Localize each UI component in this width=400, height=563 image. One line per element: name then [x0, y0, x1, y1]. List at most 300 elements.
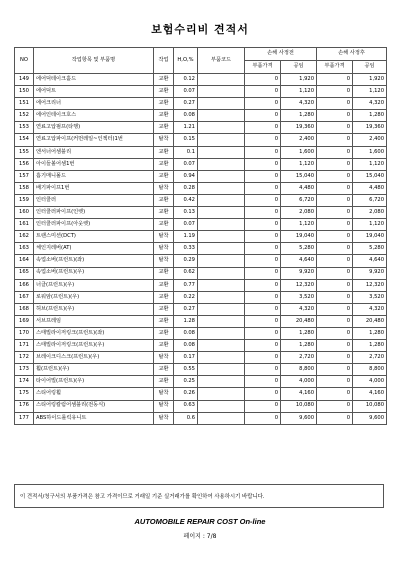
row-part-price-before: 0: [245, 86, 281, 98]
row-hours: 0.07: [174, 86, 198, 98]
row-labor-after: 20,480: [353, 315, 387, 327]
row-part-price-before: 0: [245, 194, 281, 206]
row-no: 177: [15, 412, 34, 424]
row-part-price-after: 0: [317, 364, 353, 376]
row-part-code: [198, 279, 245, 291]
row-hours: 0.27: [174, 98, 198, 110]
row-part-price-before: 0: [245, 315, 281, 327]
row-no: 167: [15, 291, 34, 303]
row-part-price-after: 0: [317, 231, 353, 243]
table-row: [15, 327, 387, 339]
row-work: 교환: [154, 364, 174, 376]
table-row: [15, 315, 387, 327]
row-labor-before: 12,320: [281, 279, 317, 291]
row-part-code: [198, 243, 245, 255]
row-labor-before: 4,480: [281, 182, 317, 194]
row-hours: 0.42: [174, 194, 198, 206]
row-labor-after: 10,080: [353, 400, 387, 412]
row-labor-after: 5,280: [353, 243, 387, 255]
row-labor-before: 1,600: [281, 146, 317, 158]
row-part-code: [198, 194, 245, 206]
row-no: 164: [15, 255, 34, 267]
row-item-name: 너클(프런트)(우): [34, 279, 154, 291]
row-part-code: [198, 122, 245, 134]
row-work: 탈착: [154, 243, 174, 255]
row-labor-after: 4,320: [353, 98, 387, 110]
row-part-price-before: 0: [245, 267, 281, 279]
row-labor-before: 1,120: [281, 86, 317, 98]
row-part-code: [198, 376, 245, 388]
header-no: NO: [15, 48, 34, 74]
row-item-name: 휠(프런트)(우): [34, 364, 154, 376]
table-row: [15, 98, 387, 110]
row-labor-before: 2,720: [281, 352, 317, 364]
row-part-price-after: 0: [317, 158, 353, 170]
row-work: 교환: [154, 315, 174, 327]
row-labor-after: 1,120: [353, 219, 387, 231]
row-part-price-after: 0: [317, 122, 353, 134]
row-item-name: 속업소버(프런트)(우): [34, 267, 154, 279]
row-labor-before: 1,120: [281, 158, 317, 170]
row-labor-after: 9,600: [353, 412, 387, 424]
row-item-name: 에어덕트: [34, 86, 154, 98]
row-work: 교환: [154, 340, 174, 352]
row-labor-before: 15,040: [281, 170, 317, 182]
table-row: [15, 340, 387, 352]
row-work: 교환: [154, 207, 174, 219]
table-row: [15, 255, 387, 267]
row-part-price-after: 0: [317, 267, 353, 279]
row-part-price-before: 0: [245, 291, 281, 303]
row-hours: 0.28: [174, 182, 198, 194]
row-work: 교환: [154, 376, 174, 388]
row-labor-before: 5,280: [281, 243, 317, 255]
row-part-price-before: 0: [245, 231, 281, 243]
row-hours: 0.13: [174, 207, 198, 219]
row-labor-after: 1,280: [353, 110, 387, 122]
row-part-price-before: 0: [245, 243, 281, 255]
table-row: [15, 122, 387, 134]
row-item-name: 인터쿨러파이프(인렛): [34, 207, 154, 219]
header-work: 작업: [154, 48, 174, 74]
row-item-name: 배기파이프1번: [34, 182, 154, 194]
row-labor-after: 4,640: [353, 255, 387, 267]
row-part-code: [198, 352, 245, 364]
row-part-code: [198, 182, 245, 194]
row-work: 교환: [154, 110, 174, 122]
row-work: 탈착: [154, 400, 174, 412]
row-labor-after: 2,400: [353, 134, 387, 146]
header-part-price-after: 부품가격: [317, 61, 353, 74]
row-work: 교환: [154, 86, 174, 98]
row-no: 149: [15, 74, 34, 86]
row-hours: 0.77: [174, 279, 198, 291]
table-row: [15, 279, 387, 291]
row-hours: 0.62: [174, 267, 198, 279]
table-row: [15, 388, 387, 400]
row-item-name: 연료고압펌프(타행): [34, 122, 154, 134]
row-work: 교환: [154, 327, 174, 339]
header-row-1: [15, 48, 387, 61]
row-part-price-after: 0: [317, 170, 353, 182]
row-item-name: 스티어링칼럼어셈블리(전동식): [34, 400, 154, 412]
row-part-price-after: 0: [317, 340, 353, 352]
row-part-price-before: 0: [245, 98, 281, 110]
row-labor-before: 9,920: [281, 267, 317, 279]
row-part-price-after: 0: [317, 86, 353, 98]
row-part-price-before: 0: [245, 303, 281, 315]
row-labor-after: 1,600: [353, 146, 387, 158]
row-hours: 0.17: [174, 352, 198, 364]
row-work: 탈착: [154, 134, 174, 146]
row-part-price-before: 0: [245, 170, 281, 182]
table-row: [15, 170, 387, 182]
row-no: 159: [15, 194, 34, 206]
row-hours: 1.19: [174, 231, 198, 243]
row-work: 교환: [154, 158, 174, 170]
row-part-price-after: 0: [317, 315, 353, 327]
row-work: 교환: [154, 291, 174, 303]
row-labor-after: 19,360: [353, 122, 387, 134]
row-work: 교환: [154, 98, 174, 110]
table-row: [15, 243, 387, 255]
row-part-price-before: 0: [245, 412, 281, 424]
header-item: 작업항목 및 부품명: [34, 48, 154, 74]
table-row: [15, 291, 387, 303]
row-part-price-before: 0: [245, 255, 281, 267]
row-no: 170: [15, 327, 34, 339]
row-work: 교환: [154, 279, 174, 291]
row-part-price-before: 0: [245, 122, 281, 134]
row-labor-before: 4,160: [281, 388, 317, 400]
row-no: 155: [15, 146, 34, 158]
table-row: [15, 400, 387, 412]
row-hours: 0.15: [174, 134, 198, 146]
table-row: [15, 376, 387, 388]
row-work: 탈착: [154, 231, 174, 243]
row-part-price-after: 0: [317, 412, 353, 424]
row-part-code: [198, 400, 245, 412]
row-labor-before: 20,480: [281, 315, 317, 327]
row-part-price-before: 0: [245, 182, 281, 194]
row-labor-after: 1,920: [353, 74, 387, 86]
row-part-code: [198, 291, 245, 303]
row-part-price-after: 0: [317, 134, 353, 146]
row-part-code: [198, 146, 245, 158]
row-no: 150: [15, 86, 34, 98]
row-part-code: [198, 134, 245, 146]
row-hours: 0.08: [174, 110, 198, 122]
row-work: 탈착: [154, 412, 174, 424]
row-part-price-before: 0: [245, 352, 281, 364]
row-labor-before: 1,120: [281, 219, 317, 231]
row-hours: 0.22: [174, 291, 198, 303]
row-item-name: 브레이크디스크(프런트)(우): [34, 352, 154, 364]
row-no: 160: [15, 207, 34, 219]
row-work: 교환: [154, 74, 174, 86]
table-row: [15, 134, 387, 146]
row-labor-after: 15,040: [353, 170, 387, 182]
row-hours: 0.94: [174, 170, 198, 182]
row-hours: 0.26: [174, 388, 198, 400]
row-part-price-after: 0: [317, 279, 353, 291]
row-part-code: [198, 388, 245, 400]
row-labor-before: 1,280: [281, 327, 317, 339]
header-after-loss: 손해 사정후: [317, 48, 387, 61]
row-hours: 0.33: [174, 243, 198, 255]
table-row: [15, 158, 387, 170]
table-row: [15, 352, 387, 364]
row-part-price-after: 0: [317, 303, 353, 315]
table-row: [15, 86, 387, 98]
row-part-code: [198, 255, 245, 267]
row-no: 163: [15, 243, 34, 255]
row-work: 교환: [154, 267, 174, 279]
row-part-price-before: 0: [245, 376, 281, 388]
table-row: [15, 207, 387, 219]
row-item-name: 인터쿨러파이프(아웃렛): [34, 219, 154, 231]
row-no: 175: [15, 388, 34, 400]
row-no: 174: [15, 376, 34, 388]
row-item-name: 허브(프런트)(우): [34, 303, 154, 315]
row-labor-after: 4,000: [353, 376, 387, 388]
row-part-price-after: 0: [317, 74, 353, 86]
row-labor-after: 9,920: [353, 267, 387, 279]
row-no: 172: [15, 352, 34, 364]
row-labor-after: 2,080: [353, 207, 387, 219]
row-labor-before: 4,000: [281, 376, 317, 388]
row-labor-before: 3,520: [281, 291, 317, 303]
row-hours: 0.63: [174, 400, 198, 412]
row-part-price-after: 0: [317, 255, 353, 267]
row-part-price-after: 0: [317, 98, 353, 110]
row-no: 166: [15, 279, 34, 291]
row-hours: 0.25: [174, 376, 198, 388]
row-part-code: [198, 110, 245, 122]
table-row: [15, 303, 387, 315]
table-row: [15, 231, 387, 243]
row-hours: 0.55: [174, 364, 198, 376]
table-row: [15, 194, 387, 206]
row-item-name: 에어크리너: [34, 98, 154, 110]
header-hours: H,O,%: [174, 48, 198, 74]
row-item-name: 에어덕테이크홀드: [34, 74, 154, 86]
row-work: 교환: [154, 146, 174, 158]
row-labor-after: 1,120: [353, 86, 387, 98]
row-part-code: [198, 267, 245, 279]
row-work: 교환: [154, 303, 174, 315]
row-part-price-before: 0: [245, 207, 281, 219]
row-no: 168: [15, 303, 34, 315]
row-item-name: ABS하이드롤릭유니트: [34, 412, 154, 424]
row-labor-before: 2,080: [281, 207, 317, 219]
row-labor-after: 4,320: [353, 303, 387, 315]
table-row: [15, 364, 387, 376]
row-part-price-after: 0: [317, 194, 353, 206]
row-labor-before: 6,720: [281, 194, 317, 206]
row-work: 교환: [154, 194, 174, 206]
row-part-price-after: 0: [317, 376, 353, 388]
row-item-name: 로워암(프런트)(우): [34, 291, 154, 303]
row-item-name: 스태빌라이저링크(프런트)(우): [34, 340, 154, 352]
row-part-price-before: 0: [245, 327, 281, 339]
row-no: 158: [15, 182, 34, 194]
row-labor-after: 1,280: [353, 327, 387, 339]
header-part-price-before: 부품가격: [245, 61, 281, 74]
table-row: [15, 146, 387, 158]
row-work: 탈착: [154, 182, 174, 194]
row-hours: 1.28: [174, 315, 198, 327]
row-no: 176: [15, 400, 34, 412]
row-hours: 0.12: [174, 74, 198, 86]
row-part-code: [198, 364, 245, 376]
row-part-price-after: 0: [317, 146, 353, 158]
row-part-price-before: 0: [245, 279, 281, 291]
row-item-name: 체인지레버(AT): [34, 243, 154, 255]
row-part-code: [198, 315, 245, 327]
header-labor-after: 공임: [353, 61, 387, 74]
document-title: 보험수리비 견적서: [151, 23, 249, 36]
estimate-rows: [15, 74, 387, 425]
row-no: 153: [15, 122, 34, 134]
row-work: 교환: [154, 170, 174, 182]
row-labor-before: 1,280: [281, 340, 317, 352]
row-work: 탈착: [154, 352, 174, 364]
row-part-price-before: 0: [245, 134, 281, 146]
row-part-price-before: 0: [245, 364, 281, 376]
row-labor-after: 1,280: [353, 340, 387, 352]
row-part-code: [198, 207, 245, 219]
row-part-code: [198, 86, 245, 98]
row-no: 157: [15, 170, 34, 182]
row-part-code: [198, 340, 245, 352]
row-no: 173: [15, 364, 34, 376]
header-part-code: 부품코드: [198, 48, 245, 74]
row-labor-before: 4,320: [281, 303, 317, 315]
row-no: 171: [15, 340, 34, 352]
row-part-price-before: 0: [245, 340, 281, 352]
table-row: [15, 412, 387, 424]
row-part-code: [198, 303, 245, 315]
row-labor-before: 19,040: [281, 231, 317, 243]
estimate-table: [14, 47, 387, 425]
row-item-name: 엔서너어셈블리: [34, 146, 154, 158]
row-hours: 0.08: [174, 327, 198, 339]
row-part-price-before: 0: [245, 110, 281, 122]
table-row: [15, 110, 387, 122]
row-no: 165: [15, 267, 34, 279]
row-hours: 0.07: [174, 219, 198, 231]
table-row: [15, 74, 387, 86]
table-row: [15, 267, 387, 279]
row-labor-before: 4,640: [281, 255, 317, 267]
row-labor-after: 4,480: [353, 182, 387, 194]
row-part-code: [198, 219, 245, 231]
table-row: [15, 219, 387, 231]
row-item-name: 인터쿨러: [34, 194, 154, 206]
row-labor-after: 2,720: [353, 352, 387, 364]
row-labor-before: 1,920: [281, 74, 317, 86]
row-no: 156: [15, 158, 34, 170]
row-part-price-before: 0: [245, 219, 281, 231]
row-item-name: 타이어빌(프런트)(우): [34, 376, 154, 388]
row-labor-before: 2,400: [281, 134, 317, 146]
row-hours: 1.21: [174, 122, 198, 134]
row-part-price-after: 0: [317, 291, 353, 303]
row-no: 154: [15, 134, 34, 146]
row-part-price-before: 0: [245, 74, 281, 86]
row-no: 152: [15, 110, 34, 122]
row-part-price-after: 0: [317, 388, 353, 400]
row-hours: 0.08: [174, 340, 198, 352]
row-hours: 0.07: [174, 158, 198, 170]
row-labor-after: 1,120: [353, 158, 387, 170]
header-before-loss: 손해 사정전: [245, 48, 317, 61]
row-part-price-after: 0: [317, 219, 353, 231]
row-part-price-before: 0: [245, 146, 281, 158]
row-labor-after: 19,040: [353, 231, 387, 243]
row-item-name: 에어인테이크호스: [34, 110, 154, 122]
row-no: 151: [15, 98, 34, 110]
row-part-code: [198, 98, 245, 110]
row-part-code: [198, 327, 245, 339]
row-work: 탈착: [154, 255, 174, 267]
row-part-price-after: 0: [317, 110, 353, 122]
row-no: 169: [15, 315, 34, 327]
row-item-name: 연료고압파이프(커먼레일~인젝터)1번: [34, 134, 154, 146]
row-part-code: [198, 412, 245, 424]
row-labor-before: 10,080: [281, 400, 317, 412]
row-part-code: [198, 170, 245, 182]
row-part-price-before: 0: [245, 388, 281, 400]
row-hours: 0.1: [174, 146, 198, 158]
row-item-name: 아이들볼어셈1번: [34, 158, 154, 170]
row-labor-after: 4,160: [353, 388, 387, 400]
row-item-name: 속업소버(프런트)(좌): [34, 255, 154, 267]
row-part-code: [198, 74, 245, 86]
row-labor-before: 8,800: [281, 364, 317, 376]
footer-brand: AUTOMOBILE REPAIR COST On-line: [134, 517, 266, 526]
row-labor-before: 4,320: [281, 98, 317, 110]
page-number: 페이지 : 7/8: [183, 533, 217, 540]
header-labor-before: 공임: [281, 61, 317, 74]
row-item-name: 서브프레임: [34, 315, 154, 327]
row-item-name: 스티어링휠: [34, 388, 154, 400]
row-labor-after: 8,800: [353, 364, 387, 376]
row-hours: 0.29: [174, 255, 198, 267]
row-work: 탈착: [154, 388, 174, 400]
row-no: 161: [15, 219, 34, 231]
row-no: 162: [15, 231, 34, 243]
table-row: [15, 182, 387, 194]
row-labor-after: 6,720: [353, 194, 387, 206]
row-part-price-before: 0: [245, 158, 281, 170]
row-part-price-after: 0: [317, 400, 353, 412]
row-hours: 0.6: [174, 412, 198, 424]
price-notice: 이 견적서/청구서의 부품가격은 참고 가격이므로 거래일 기준 실거래가를 확인하여 사용하시기 바랍니다.: [14, 484, 384, 508]
row-part-price-after: 0: [317, 207, 353, 219]
row-part-price-after: 0: [317, 243, 353, 255]
row-item-name: 흡기매니폴드: [34, 170, 154, 182]
row-part-price-after: 0: [317, 352, 353, 364]
row-work: 교환: [154, 219, 174, 231]
row-part-price-after: 0: [317, 182, 353, 194]
row-labor-before: 1,280: [281, 110, 317, 122]
row-part-price-after: 0: [317, 327, 353, 339]
row-part-price-before: 0: [245, 400, 281, 412]
row-labor-before: 19,360: [281, 122, 317, 134]
row-item-name: 트랜스미션(DCT): [34, 231, 154, 243]
